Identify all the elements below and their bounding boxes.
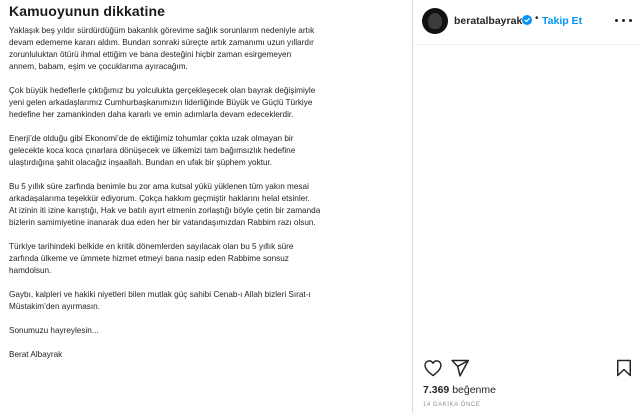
- statement-paragraph: [9, 181, 405, 229]
- avatar[interactable]: [422, 8, 448, 34]
- statement-paragraph: [9, 133, 405, 169]
- statement-paragraph: [9, 85, 405, 121]
- post-sidebar: [414, 0, 640, 413]
- statement-paragraph: [9, 325, 405, 337]
- statement-line: Müstakim’den ayırmasın.: [9, 302, 101, 311]
- statement-line: gelecekte koca koca çınarlara dönüşecek ve ülkemizi tam bağımsızlık hedefine: [9, 146, 296, 155]
- statement-line: zorunluluktan ötürü ihmal ettiğim ve bana desteğini hiçbir zaman esirgemeyen: [9, 50, 292, 59]
- statement-signature: [9, 349, 405, 361]
- likes-number: 7.369: [423, 384, 450, 396]
- statement-title: Kamuoyunun dikkatine: [9, 3, 166, 19]
- statement-line: bizlerin samimiyetine inanarak dua eden her bir vatandaşımızdan Rabbim razı olsun.: [9, 218, 316, 227]
- statement-body: [9, 25, 405, 373]
- statement-line: At izinin iti izine karıştığı, Hak ve batılı ayırt etmenin zorlaştığı böyle çetin bir zamanda: [9, 206, 321, 215]
- statement-paragraph: [9, 289, 405, 313]
- statement-line: Gaybı, kalpleri ve hakiki niyetleri bilen mutlak güç sahibi Cenab-ı Allah bizleri Sırat-ı: [9, 290, 311, 299]
- header-separator: •: [535, 13, 539, 24]
- statement-line: ulaştırdığına şahit olacağız inşaallah. Bundan en ufak bir şüphem yoktur.: [9, 158, 273, 167]
- statement-line: yeni gelen arkadaşlarımız Cumhurbaşkanımızın liderliğinde Büyük ve Güçlü Türkiye: [9, 98, 313, 107]
- likes-label: beğenme: [452, 384, 496, 396]
- statement-paragraph: [9, 241, 405, 277]
- statement-line: annem, babam, eşim ve çocuklarıma ayıracağım.: [9, 62, 188, 71]
- post-timestamp: 14 DAKİKA ÖNCE: [423, 402, 481, 408]
- statement-line: devam edememe kararı aldım. Bundan sonraki süreçte artık zamanımı uzun yıllardır: [9, 38, 314, 47]
- statement-line: Bu 5 yıllık süre zarfında benimle bu zor ama kutsal yükü yüklenen tüm yakın mesai: [9, 182, 309, 191]
- follow-button[interactable]: Takip Et: [542, 15, 583, 27]
- statement-paragraph: [9, 25, 405, 73]
- statement-line: Berat Albayrak: [9, 350, 63, 359]
- verified-badge-icon: [522, 15, 532, 25]
- statement-line: hamdolsun.: [9, 266, 52, 275]
- statement-line: arkadaşalarıma teşekkür ediyorum. Çokça hakkım geçmiştir haklarını helal etsinler.: [9, 194, 310, 203]
- statement-line: Çok büyük hedeflerle çıktığımız bu yolculukta gerçekleşecek olan bayrak değişimiyle: [9, 86, 316, 95]
- statement-line: zarfında ülkeme ve ümmete hizmet etmeyi bana nasip eden Rabbime sonsuz: [9, 254, 289, 263]
- share-icon[interactable]: [450, 358, 470, 378]
- likes-count[interactable]: [423, 384, 496, 396]
- statement-line: Sonumuzu hayreylesin...: [9, 326, 99, 335]
- statement-line: Enerji’de olduğu gibi Ekonomi’de de ektiğimiz tohumlar çokta uzak olmayan bir: [9, 134, 294, 143]
- heart-icon[interactable]: [423, 358, 443, 378]
- more-options-icon[interactable]: [615, 16, 633, 24]
- statement-line: hedefine her zamankinden daha kararlı ve emin adımlarla devam edeceklerdir.: [9, 110, 294, 119]
- action-bar: [414, 358, 640, 382]
- post-header: [414, 0, 640, 45]
- username[interactable]: beratalbayrak: [454, 15, 523, 27]
- statement-line: Yaklaşık beş yıldır sürdürdüğüm bakanlık görevime sağlık sorunlarım nedeniyle artık: [9, 26, 315, 35]
- statement-line: Türkiye tarihindeki belkide en kritik dönemlerden sayılacak olan bu 5 yıllık süre: [9, 242, 294, 251]
- bookmark-icon[interactable]: [614, 358, 634, 378]
